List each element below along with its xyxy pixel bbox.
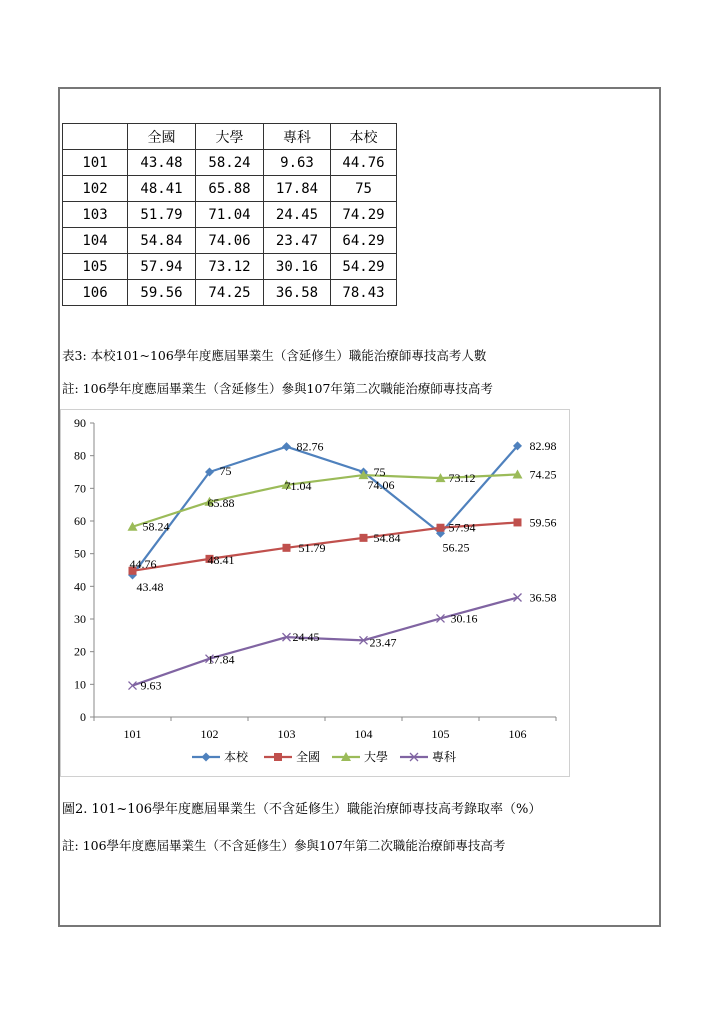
legend-label: 全國 <box>296 750 321 764</box>
table-cell: 9.63 <box>264 150 331 176</box>
table-cell: 105 <box>63 254 128 280</box>
y-tick-label: 30 <box>74 612 86 626</box>
pass-rate-table <box>62 123 397 306</box>
table-cell: 104 <box>63 228 128 254</box>
data-label: 30.16 <box>450 611 478 626</box>
legend-marker <box>274 753 282 761</box>
table-cell: 54.29 <box>331 254 397 280</box>
data-label: 82.76 <box>296 439 324 454</box>
table-cell: 74.25 <box>196 280 264 306</box>
data-label: 54.84 <box>373 530 401 545</box>
x-tick-label: 105 <box>431 727 450 741</box>
data-label: 9.63 <box>140 678 162 693</box>
data-label: 48.41 <box>207 552 235 567</box>
data-label: 73.12 <box>448 471 476 486</box>
table-row <box>63 228 397 254</box>
data-label: 23.47 <box>369 635 397 650</box>
table-cell: 48.41 <box>128 176 196 202</box>
data-label: 59.56 <box>529 515 557 530</box>
data-label: 44.76 <box>129 556 157 571</box>
x-tick-label: 101 <box>123 727 142 741</box>
y-tick-label: 10 <box>74 677 86 692</box>
table-row <box>63 176 397 202</box>
table-header-cell: 大學 <box>196 124 264 150</box>
table-cell: 58.24 <box>196 150 264 176</box>
y-tick-label: 80 <box>74 448 86 463</box>
y-tick-label: 0 <box>80 710 86 724</box>
table-cell: 106 <box>63 280 128 306</box>
y-tick-label: 20 <box>74 644 86 659</box>
y-tick-label: 90 <box>74 416 86 430</box>
data-label: 17.84 <box>207 652 235 667</box>
legend-label: 本校 <box>224 750 249 764</box>
table-cell: 74.29 <box>331 202 397 228</box>
table-cell: 57.94 <box>128 254 196 280</box>
table-cell: 101 <box>63 150 128 176</box>
table-cell: 30.16 <box>264 254 331 280</box>
data-label: 58.24 <box>142 519 170 534</box>
data-label: 57.94 <box>448 520 476 535</box>
table-row <box>63 150 397 176</box>
table-cell: 54.84 <box>128 228 196 254</box>
table-cell: 75 <box>331 176 397 202</box>
table-row <box>63 254 397 280</box>
table-header-cell: 全國 <box>128 124 196 150</box>
data-label: 56.25 <box>442 540 470 555</box>
data-label: 51.79 <box>298 540 326 555</box>
table-cell: 73.12 <box>196 254 264 280</box>
table-cell: 24.45 <box>264 202 331 228</box>
table-cell: 71.04 <box>196 202 264 228</box>
y-tick-label: 70 <box>74 481 86 496</box>
table-cell: 59.56 <box>128 280 196 306</box>
table-header-row <box>63 124 397 150</box>
table-cell: 23.47 <box>264 228 331 254</box>
legend-label: 大學 <box>364 750 389 764</box>
y-tick-label: 60 <box>74 514 86 528</box>
table-cell: 51.79 <box>128 202 196 228</box>
x-tick-label: 103 <box>277 727 296 741</box>
x-tick-label: 106 <box>508 727 527 741</box>
table-cell: 78.43 <box>331 280 397 306</box>
table-cell: 74.06 <box>196 228 264 254</box>
table-header-cell <box>63 124 128 150</box>
data-point <box>283 544 291 552</box>
data-label: 71.04 <box>284 478 312 493</box>
table-note: 註: 106學年度應屆畢業生（含延修生）參與107年第二次職能治療師專技高考 <box>62 381 493 396</box>
data-label: 75 <box>373 465 386 479</box>
data-label: 75 <box>219 464 232 478</box>
x-tick-label: 104 <box>354 727 373 741</box>
table-cell: 103 <box>63 202 128 228</box>
legend-label: 專科 <box>432 750 457 764</box>
data-point <box>360 534 368 542</box>
y-tick-label: 50 <box>74 546 86 561</box>
pass-rate-line-chart <box>60 409 570 777</box>
data-label: 74.06 <box>367 478 395 493</box>
table-cell: 102 <box>63 176 128 202</box>
data-point <box>437 524 445 532</box>
table-caption: 表3: 本校101~106學年度應屆畢業生（含延修生）職能治療師專技高考人數 <box>62 348 487 363</box>
data-label: 36.58 <box>529 590 557 605</box>
data-label: 82.98 <box>529 438 557 453</box>
table-cell: 44.76 <box>331 150 397 176</box>
table-header-cell: 專科 <box>264 124 331 150</box>
table-header-cell: 本校 <box>331 124 397 150</box>
data-label: 74.25 <box>529 467 557 482</box>
chart-note: 註: 106學年度應屆畢業生（不含延修生）參與107年第二次職能治療師專技高考 <box>62 838 506 853</box>
data-label: 65.88 <box>207 495 235 510</box>
table-row <box>63 202 397 228</box>
chart-caption: 圖2. 101~106學年度應屆畢業生（不含延修生）職能治療師專技高考錄取率（%） <box>62 802 542 817</box>
data-label: 43.48 <box>136 579 164 594</box>
data-label: 24.45 <box>292 630 320 645</box>
table-cell: 65.88 <box>196 176 264 202</box>
table-row <box>63 280 397 306</box>
table-cell: 43.48 <box>128 150 196 176</box>
table-cell: 17.84 <box>264 176 331 202</box>
y-tick-label: 40 <box>74 579 86 594</box>
data-point <box>514 518 522 526</box>
table-cell: 64.29 <box>331 228 397 254</box>
table-cell: 36.58 <box>264 280 331 306</box>
x-tick-label: 102 <box>200 727 219 741</box>
